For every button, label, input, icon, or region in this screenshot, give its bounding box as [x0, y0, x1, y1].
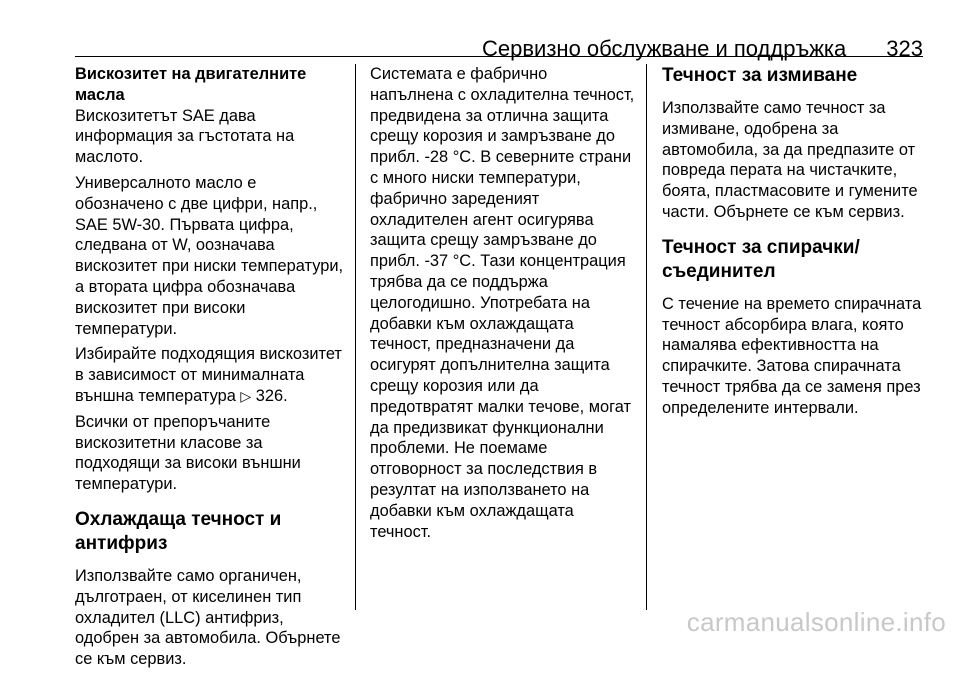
- paragraph: Универсалното масло е обозначено с две цифри, напр., SAE 5W-30. Първата цифра, следвана от W, оозначава вискозитет при ниски температури, а втората цифра обозначава вискозитет при високи температури.: [75, 173, 344, 338]
- column-middle: [370, 64, 635, 547]
- page-title: Сервизно обслужване и поддръжка: [482, 36, 847, 61]
- column-left: [75, 64, 347, 675]
- column-right: [662, 64, 924, 424]
- section-heading-oil-viscosity: Вискозитет на двигателните масла: [75, 65, 307, 104]
- paragraph: С течение на времето спирачната течност абсорбира влага, която намалява ефективността на спирачките. Затова спирачната течност трябва да се заменя през определените интервали.: [662, 294, 922, 417]
- paragraph: Използвайте само течност за измиване, одобрена за автомобила, за да предпазите от повреда перата на чистачките, боята, пластмасовите и гумените части. Обърнете се към сервиз.: [662, 99, 918, 221]
- paragraph-text: Избирайте подходящия вискозитет в зависимост от минималната външна температура: [75, 345, 342, 405]
- watermark: carmanualsonline.info: [686, 607, 946, 637]
- column-divider: [355, 64, 356, 610]
- section-heading-brake-fluid: Течност за спирачки/ съединител: [662, 236, 860, 282]
- paragraph: Използвайте само органичен, дълготраен, от киселинен тип охладител (LLC) антифриз, одобрен за автомобила. Обърнете се към сервиз.: [75, 566, 341, 669]
- page-reference-link[interactable]: 326.: [255, 386, 288, 405]
- header-divider: [75, 56, 923, 57]
- page-number: 323: [886, 36, 923, 61]
- column-divider: [646, 64, 647, 610]
- section-heading-washer-fluid: Течност за измиване: [662, 65, 858, 86]
- paragraph: [75, 344, 347, 406]
- paragraph: Всички от препоръчаните вискозитетни класове за подходящи за високи външни температури.: [75, 412, 301, 494]
- page-reference-icon: ▷: [240, 387, 252, 404]
- paragraph: Вискозитетът SAE дава информация за гъстотата на маслото.: [75, 106, 295, 167]
- paragraph: Системата е фабрично напълнена с охладителна течност, предвидена за отлична защита срещу корозия и замръзване до прибл. -28 °C. В северните страни с много ниски температури, фабрично зареденият охладителен агент осигурява защита срещу замръзване до прибл. -37 °C. Тази концентрация трябва да се поддържа целогодишно. Употребата на добавки към охлаждащата течност, предназначени да осигурят допълнителна защита срещу корозия или да предотвратят малки течове, могат да предизвикат функционални проблеми. Не поемаме отговорност за последствия в резултат на използването на добавки към охлаждащата течност.: [370, 65, 635, 541]
- section-heading-coolant: Охлаждаща течност и антифриз: [75, 508, 282, 554]
